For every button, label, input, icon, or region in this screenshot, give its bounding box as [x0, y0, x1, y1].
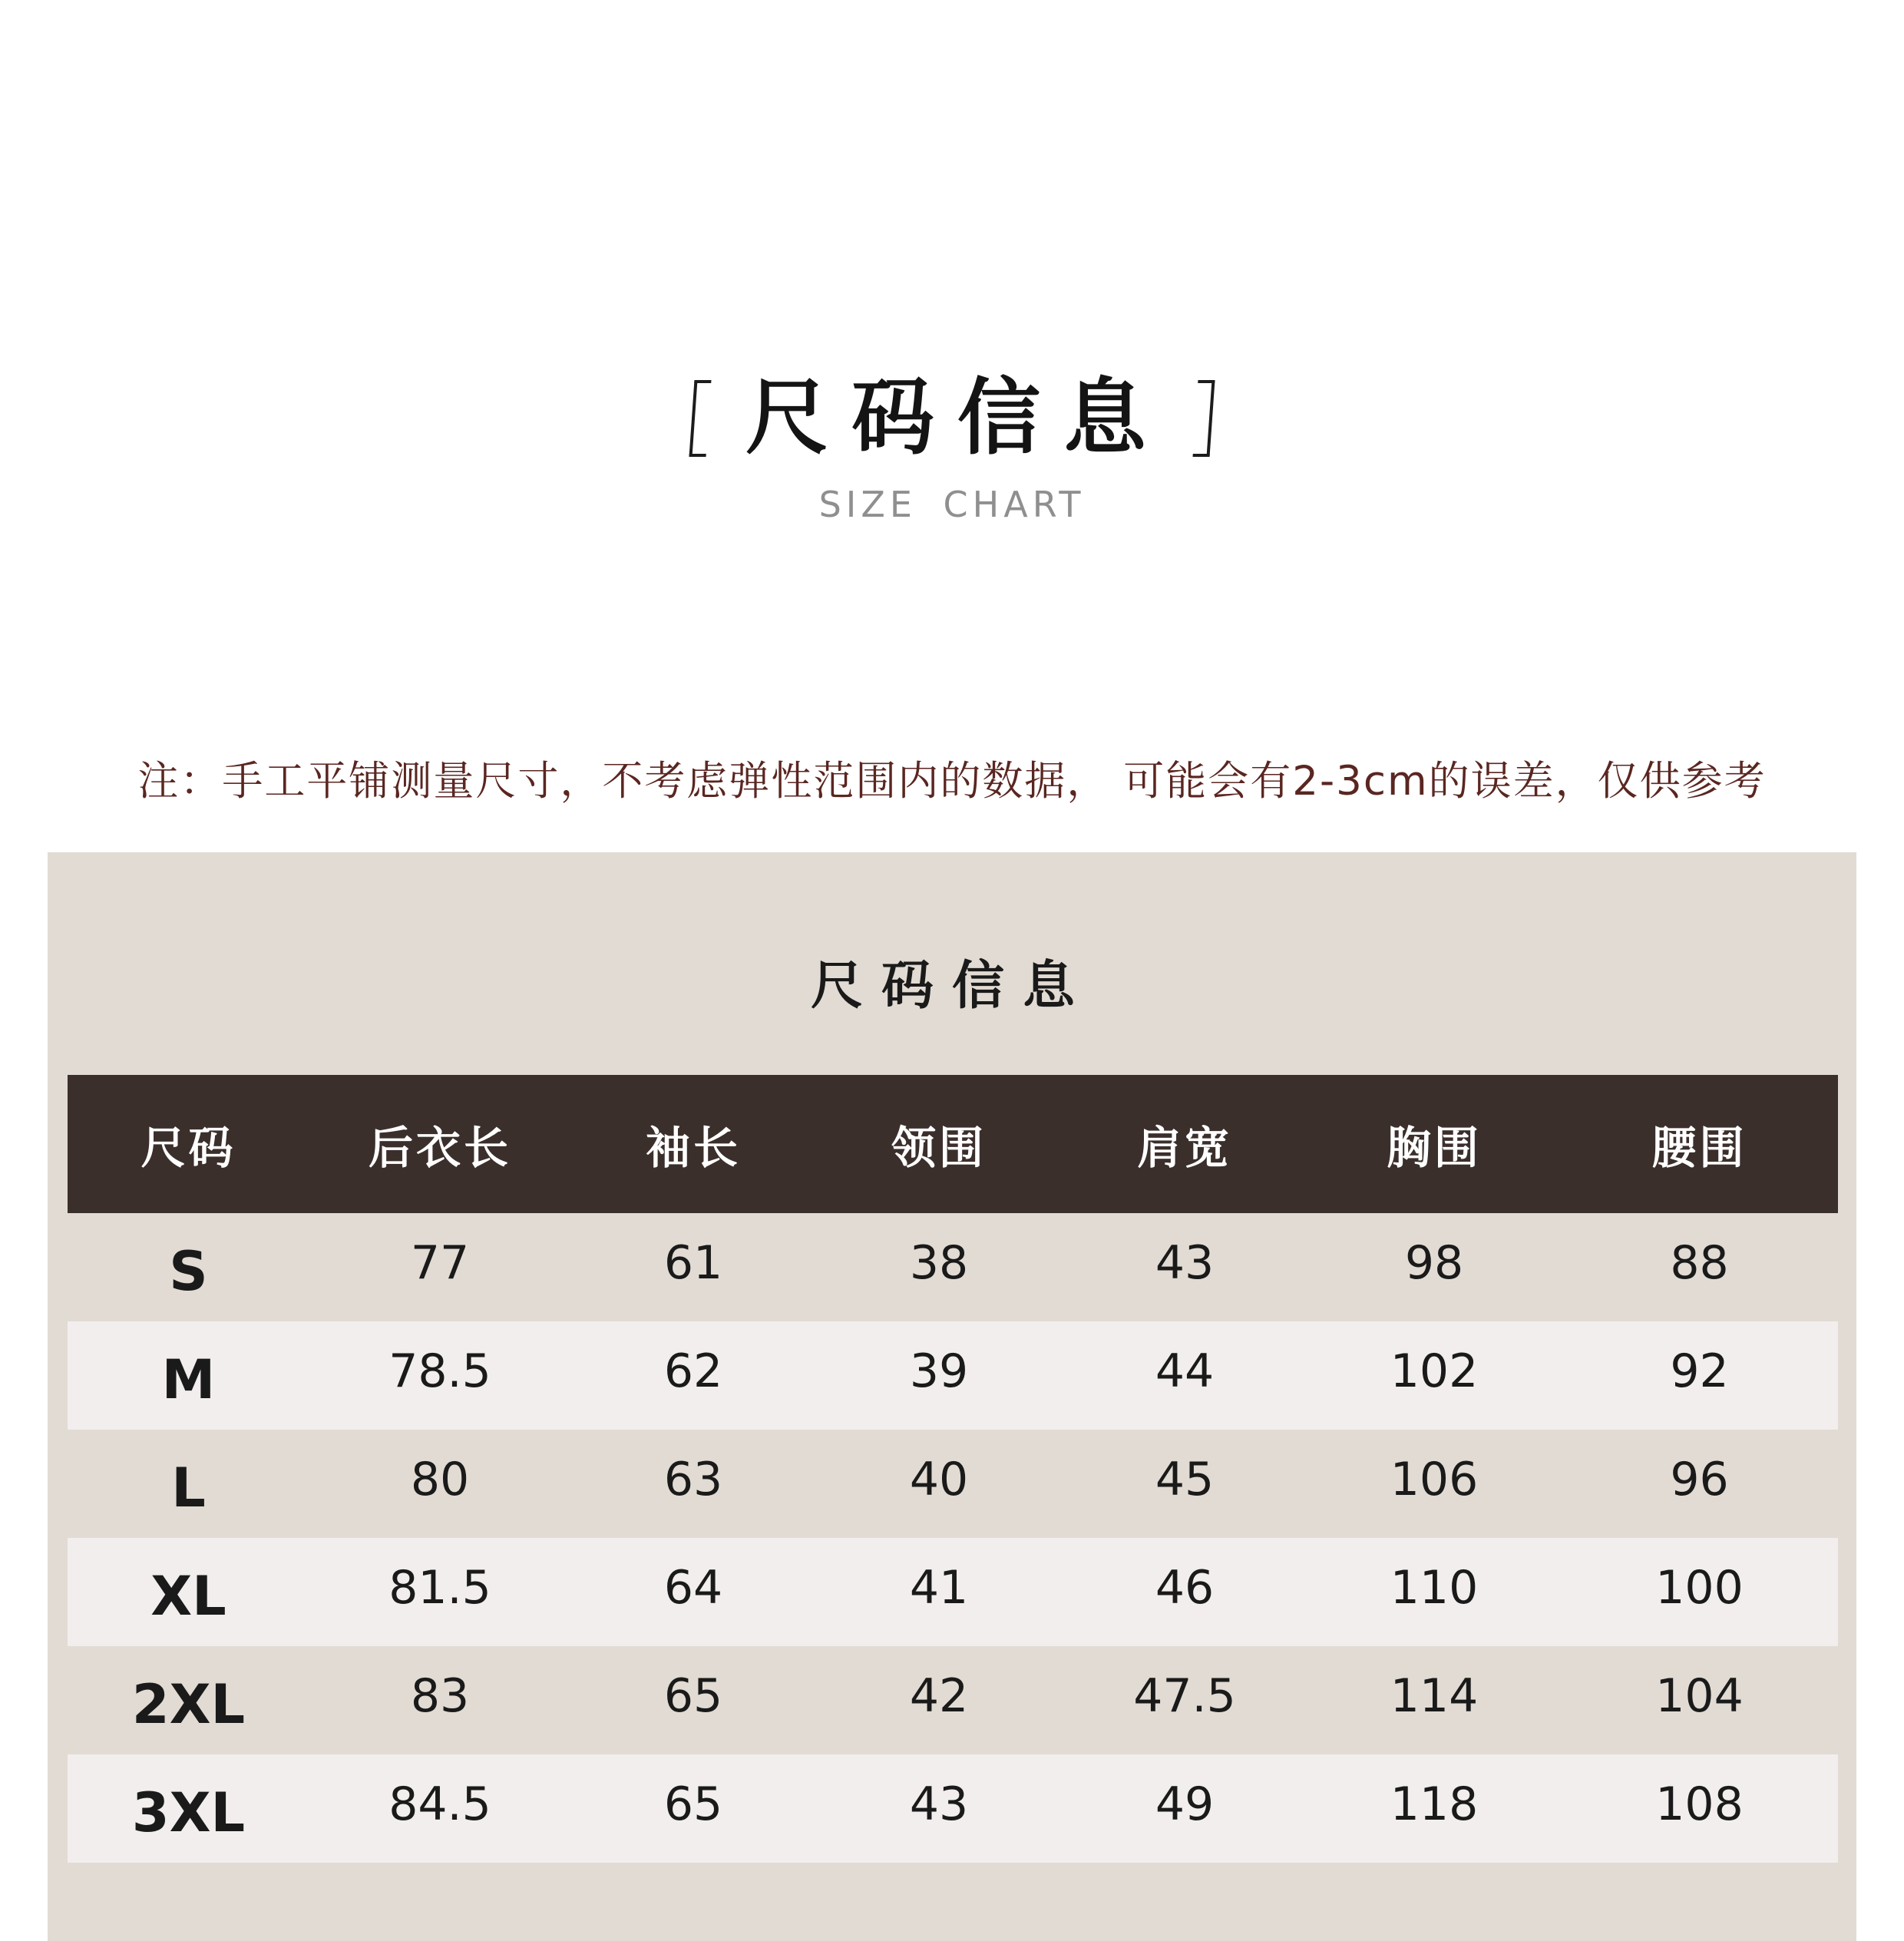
- size-cell: L: [171, 1456, 206, 1519]
- waist-cell: 104: [1655, 1668, 1744, 1723]
- back-length-cell: 80: [410, 1452, 470, 1506]
- collar-cell: 41: [909, 1560, 969, 1615]
- sleeve-length-cell: 65: [663, 1668, 723, 1723]
- shoulder-cell: 45: [1155, 1452, 1215, 1506]
- size-table: [68, 1075, 1838, 1863]
- sleeve-length-cell: 65: [663, 1777, 723, 1831]
- waist-cell: 92: [1670, 1344, 1729, 1398]
- measurement-note: 注：手工平铺测量尺寸，不考虑弹性范围内的数据， 可能会有2-3cm的误差，仅供参考: [137, 758, 1767, 805]
- column-header-size: 尺码: [140, 1122, 236, 1174]
- size-chart-header: [0, 369, 1904, 525]
- column-header-back-length: 后衣长: [368, 1122, 511, 1174]
- size-cell: M: [161, 1347, 216, 1411]
- chest-cell: 98: [1404, 1235, 1464, 1290]
- chest-cell: 114: [1390, 1668, 1479, 1723]
- table-title: 尺码信息: [810, 956, 1093, 1017]
- back-length-cell: 77: [410, 1235, 470, 1290]
- collar-cell: 43: [909, 1777, 969, 1831]
- size-table-panel: [48, 852, 1856, 1941]
- sleeve-length-cell: 61: [663, 1235, 723, 1290]
- page-subtitle: SIZE CHART: [818, 484, 1086, 525]
- shoulder-cell: 47.5: [1133, 1668, 1236, 1723]
- collar-cell: 38: [909, 1235, 969, 1290]
- left-bracket-icon: [689, 380, 711, 457]
- shoulder-cell: 46: [1155, 1560, 1215, 1615]
- back-length-cell: 78.5: [388, 1344, 491, 1398]
- column-header-collar: 领围: [891, 1122, 987, 1174]
- table-row: [68, 1754, 1838, 1863]
- table-row: [68, 1213, 1838, 1321]
- shoulder-cell: 49: [1155, 1777, 1215, 1831]
- waist-cell: 96: [1670, 1452, 1729, 1506]
- back-length-cell: 83: [410, 1668, 470, 1723]
- waist-cell: 108: [1655, 1777, 1744, 1831]
- right-bracket-icon: [1193, 380, 1215, 457]
- shoulder-cell: 43: [1155, 1235, 1215, 1290]
- title-row: [0, 369, 1904, 468]
- collar-cell: 39: [909, 1344, 969, 1398]
- chest-cell: 118: [1390, 1777, 1479, 1831]
- table-row: [68, 1321, 1838, 1430]
- size-cell: 2XL: [131, 1672, 246, 1736]
- table-row: [68, 1430, 1838, 1538]
- waist-cell: 100: [1655, 1560, 1744, 1615]
- back-length-cell: 84.5: [388, 1777, 491, 1831]
- column-header-sleeve-length: 袖长: [645, 1122, 741, 1174]
- chest-cell: 102: [1390, 1344, 1479, 1398]
- column-header-waist: 腰围: [1651, 1122, 1747, 1174]
- sleeve-length-cell: 62: [663, 1344, 723, 1398]
- table-header-row: [68, 1075, 1838, 1213]
- sleeve-length-cell: 64: [663, 1560, 723, 1615]
- table-row: [68, 1538, 1838, 1646]
- size-cell: S: [169, 1239, 208, 1303]
- table-row: [68, 1646, 1838, 1754]
- sleeve-length-cell: 63: [663, 1452, 723, 1506]
- collar-cell: 42: [909, 1668, 969, 1723]
- back-length-cell: 81.5: [388, 1560, 491, 1615]
- column-header-chest: 胸围: [1386, 1122, 1482, 1174]
- shoulder-cell: 44: [1155, 1344, 1215, 1398]
- chest-cell: 110: [1390, 1560, 1479, 1615]
- size-cell: XL: [150, 1564, 226, 1628]
- page-title: 尺码信息: [745, 370, 1169, 466]
- chest-cell: 106: [1390, 1452, 1479, 1506]
- waist-cell: 88: [1670, 1235, 1729, 1290]
- collar-cell: 40: [909, 1452, 969, 1506]
- column-header-shoulder: 肩宽: [1136, 1122, 1232, 1174]
- size-cell: 3XL: [131, 1781, 246, 1844]
